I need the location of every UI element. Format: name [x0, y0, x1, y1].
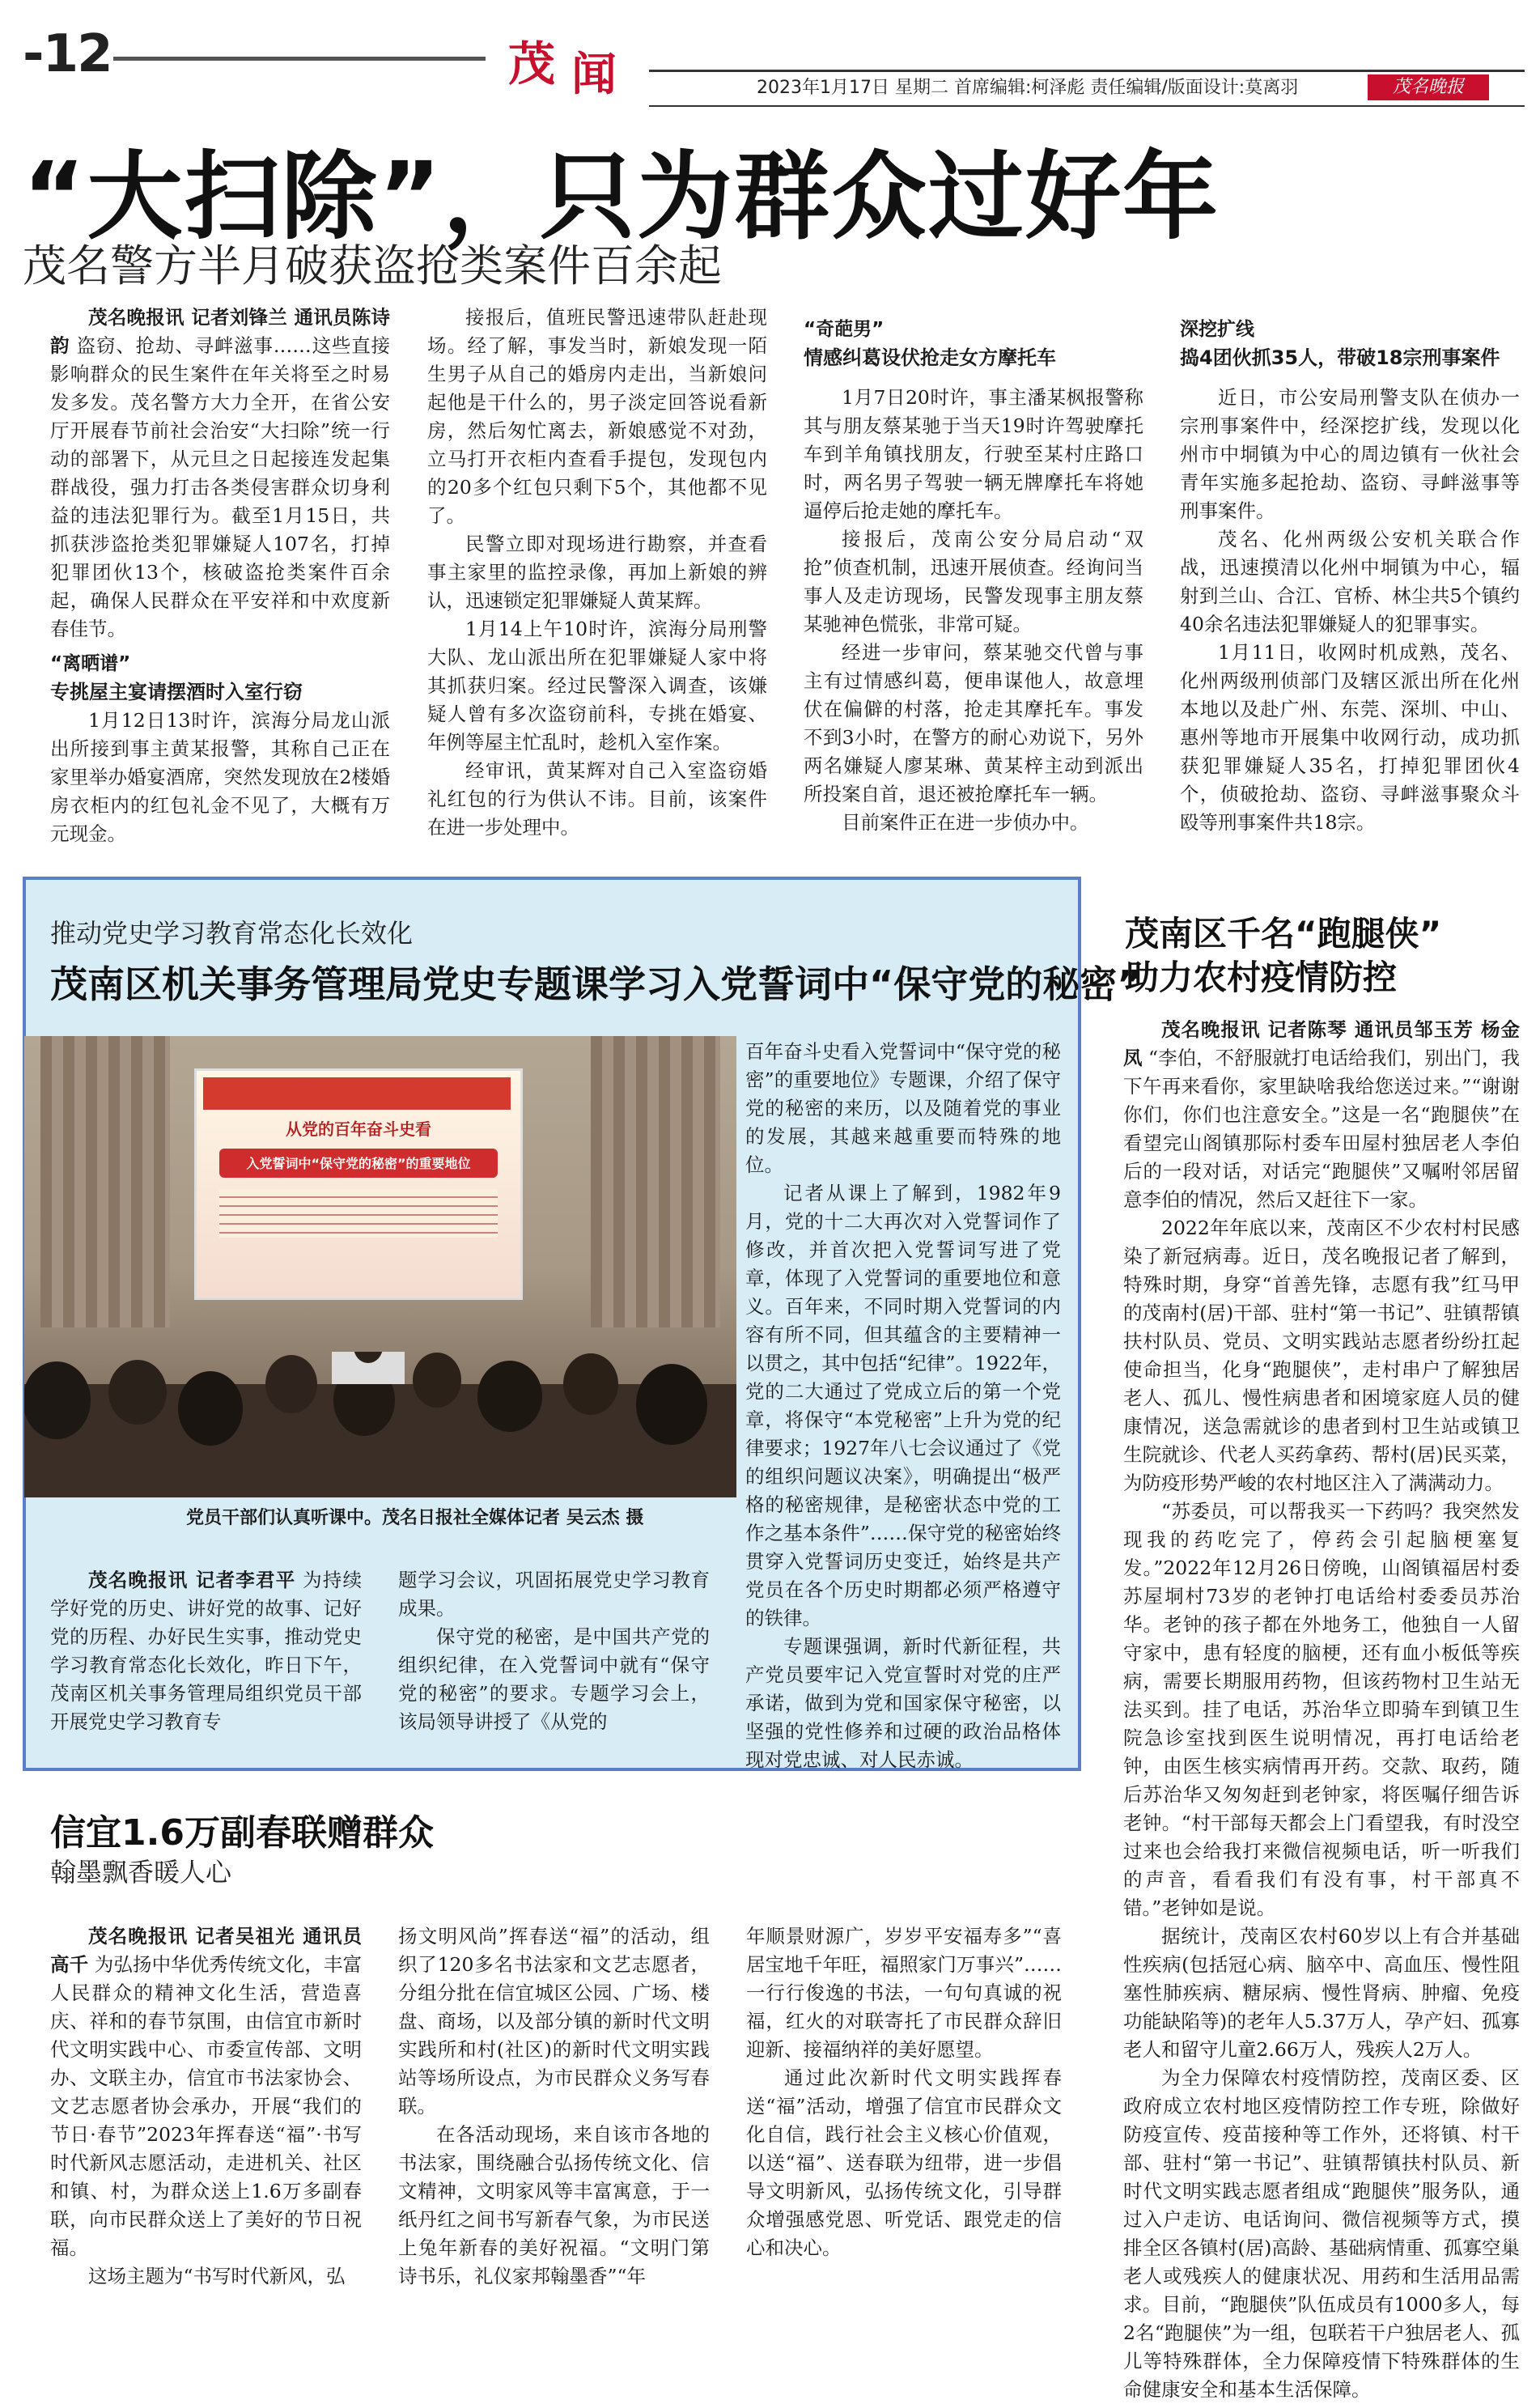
- feature-right-column: [745, 1038, 1061, 1774]
- side-story-column: [1123, 1016, 1520, 2404]
- brand-logo: 茂名晚报: [1368, 74, 1489, 100]
- paragraph: 扬文明风尚”挥春送“福”的活动，组织了120多名书法家和文艺志愿者，分组分批在信宜城区公园、广场、楼盘、商场，以及部分镇的新时代文明实践所和村(社区)的新时代文明实践站等场所设点，为市民群众义务写春联。: [398, 1925, 710, 2117]
- paragraph: 这场主题为“书写时代新风，弘: [88, 2265, 346, 2287]
- paragraph: 在各活动现场，来自该市各地的书法家，围绕融合弘扬传统文化、信文精神，文明家风等丰富寓意，于一纸丹红之间书写新春气象，为市民送上兔年新春的美好祝福。“文明门第诗书乐，礼仪家邦翰墨香”“年: [398, 2123, 710, 2287]
- byline: 茂名晚报讯 记者李君平: [88, 1569, 296, 1591]
- kicker-sub: 情感纠葛设伏抢走女方摩托车: [804, 346, 1056, 369]
- photo-caption: 党员干部们认真听课中。茂名日报社全媒体记者 吴云杰 摄: [186, 1508, 644, 1528]
- paragraph: 民警立即对现场进行勘察，并查看事主家里的监控录像，再加上新娘的辨认，迅速锁定犯罪嫌疑人黄某辉。: [427, 533, 767, 612]
- feature-photo: [24, 1036, 736, 1497]
- feature-title: 茂南区机关事务管理局党史专题课学习入党誓词中“保守党的秘密”: [50, 962, 1142, 1006]
- paragraph: 目前案件正在进一步侦办中。: [842, 811, 1089, 834]
- paragraph: 记者从课上了解到，1982年9月，党的十二大再次对入党誓词作了修改，并首次把入党誓词写进了党章，体现了入党誓词的重要地位和意义。百年来，不同时期入党誓词的内容有所不同，但其蕴含的主要精神一以贯之，其中包括“纪律”。1922年，党的二大通过了党成立后的第一个党章，将保守“本党秘密”上升为党的纪律要求；1927年八七会议通过了《党的组织问题议决案》，明确提出“极严格的秘密规律，是秘密状态中党的工作之基本条件”……保守党的秘密始终贯穿入党誓词历史变迁，始终是共产党员在各个历史时期都必须严格遵守的铁律。: [745, 1182, 1061, 1629]
- paragraph: 1月11日，收网时机成熟，茂名、化州两级刑侦部门及辖区派出所在化州本地以及赴广州、东莞、深圳、中山、惠州等地市开展集中收网行动，成功抓获犯罪嫌疑人35名，打掉犯罪团伙4个，侦破抢劫、盗窃、寻衅滋事聚众斗殴等刑事案件共18宗。: [1180, 641, 1520, 834]
- side-title-line1: 茂南区千名“跑腿侠”: [1125, 914, 1442, 954]
- feature-bottom-column-2: [398, 1566, 710, 1736]
- paragraph: 经审讯，黄某辉对自己入室盗窃婚礼红包的行为供认不讳。目前，该案件在进一步处理中。: [427, 759, 767, 839]
- paragraph: 为全力保障农村疫情防控，茂南区委、区政府成立农村地区疫情防控工作专班，除做好防疫宣传、疫苗接种等工作外，还将镇、村干部、驻村“第一书记”、驻镇帮镇扶村队员、新时代文明实践志愿者组成“跑腿侠”服务队，通过入户走访、电话询问、微信视频等方式，摸排全区各镇村(居)高龄、基础病情重、孤寡空巢老人或残疾人的健康状况、用药和生活用品需求。目前，“跑腿侠”队伍成员有1000多人，每2名“跑腿侠”为一组，包联若干户独居老人、孤儿等特殊群体，全力保障疫情下特殊群体的生命健康安全和基本生活保障。: [1123, 2066, 1520, 2401]
- paragraph: 1月14上午10时许，滨海分局刑警大队、龙山派出所在犯罪嫌疑人家中将其抓获归案。经过民警深入调查，该嫌疑人曾有多次盗窃前科，专挑在婚宴、年例等屋主忙乱时，趁机入室作案。: [427, 618, 767, 754]
- paragraph: 通过此次新时代文明实践挥春送“福”活动，增强了信宜市民群众文化自信，践行社会主义核心价值观，以送“福”、送春联为纽带，进一步倡导文明新风，弘扬传统文化，引导群众增强感党恩、听党话、跟党走的信心和决心。: [746, 2066, 1062, 2259]
- paragraph: 经进一步审问，蔡某驰交代曾与事主有过情感纠葛，便串谋他人，故意埋伏在偏僻的村落，抢走其摩托车。事发不到3小时，在警方的耐心劝说下，另外两名嫌疑人廖某琳、黄某梓主动到派出所投案自首，退还被抢摩托车一辆。: [804, 641, 1143, 805]
- kicker-sub: 捣4团伙抓35人，带破18宗刑事案件: [1180, 346, 1500, 369]
- slide-body-text: [219, 1189, 498, 1238]
- lead-column-1: [50, 304, 390, 848]
- paragraph: 据统计，茂南区农村60岁以上有合并基础性疾病(包括冠心病、脑卒中、高血压、慢性阻塞性肺疾病、糖尿病、慢性肾病、肿瘤、免疫功能缺陷等)的老年人5.37万人，孕产妇、孤寡老人和留守儿童2.66万人，残疾人2万人。: [1123, 1925, 1520, 2061]
- section-name-char1: 茂: [508, 36, 556, 91]
- paragraph: 2022年年底以来，茂南区不少农村村民感染了新冠病毒。近日，茂名晚报记者了解到，特殊时期，身穿“首善先锋，志愿有我”红马甲的茂南村(居)干部、驻村“第一书记”、驻镇帮镇扶村队员、党员、文明实践站志愿者纷纷扛起使命担当，化身“跑腿侠”，走村串户了解独居老人、孤儿、慢性病患者和困境家庭人员的健康情况，送急需就诊的患者到村卫生站或镇卫生院就诊、代老人买药拿药、帮村(居)民买菜，为防疫形势严峻的农村地区注入了满满动力。: [1123, 1217, 1520, 1494]
- slide-title-line1: 从党的百年奋斗史看: [286, 1119, 431, 1139]
- lead-subhead: 茂名警方半月破获盗抢类案件百余起: [23, 240, 722, 291]
- paragraph: 近日，市公安局刑警支队在侦办一宗刑事案件中，经深挖扩线，发现以化州市中垌镇为中心的周边镇有一伙社会青年实施多起抢劫、盗窃、寻衅滋事等刑事案件。: [1180, 386, 1520, 522]
- xinyi-column-1: [50, 1922, 362, 2291]
- section-name-char2: 闻: [571, 49, 617, 101]
- side-title-line2: 助力农村疫情防控: [1125, 958, 1398, 997]
- paragraph: “苏委员，可以帮我买一下药吗？我突然发现我的药吃完了，停药会引起脑梗塞复发。”2022年12月26日傍晚，山阁镇福居村委苏屋垌村73岁的老钟打电话给村委委员苏治华。老钟的孩子都在外地务工，他独自一人留守家中，患有轻度的脑梗，还有血小板低等疾病，需要长期服用药物，但该药物村卫生站无法买到。挂了电话，苏治华立即骑车到镇卫生院急诊室找到医生说明情况，再打电话给老钟，由医生核实病情再开药。交款、取药，随后苏治华又匆匆赶到老钟家，将医嘱仔细告诉老钟。“村干部每天都会上门看望我，有时没空过来也会给我打来微信视频电话，听一听我们的声音，看看我们有没有事，村干部真不错。”老钟如是说。: [1123, 1500, 1520, 1919]
- feature-bottom-column-1: [50, 1566, 362, 1736]
- kicker-sub: 专挑屋主宴请摆酒时入室行窃: [50, 681, 303, 703]
- side-story-title: [1125, 912, 1441, 1000]
- photo-curtain-left: [40, 1036, 170, 1327]
- feature-kicker: 推动党史学习教育常态化长效化: [50, 918, 414, 949]
- audience-heads: [24, 1352, 736, 1497]
- xinyi-title: 信宜1.6万副春联赠群众: [50, 1812, 434, 1854]
- lead-headline: “大扫除”，只为群众过好年: [23, 141, 1220, 253]
- paragraph: 茂名、化州两级公安机关联合作战，迅速摸清以化州中垌镇为中心，辐射到兰山、合江、官桥、林尘共5个镇约40余名违法犯罪嫌疑人的犯罪事实。: [1180, 528, 1520, 635]
- paragraph: 题学习会议，巩固拓展党史学习教育成果。: [398, 1569, 710, 1620]
- xinyi-subtitle: 翰墨飘香暖人心: [50, 1857, 232, 1888]
- paragraph: 专题课强调，新时代新征程，共产党员要牢记入党宣誓时对党的庄严承诺，做到为党和国家保守秘密，以坚强的党性修养和过硬的政治品格体现对党忠诚、对人民赤诚。: [745, 1635, 1061, 1771]
- paragraph: “李伯，不舒服就打电话给我们，别出门，我下午再来看你，家里缺啥我给您送过来。”“谢谢你们，你们也注意安全。”这是一名“跑腿侠”在看望完山阁镇那际村委车田屋村独居老人李伯后的一段对话，对话完“跑腿侠”又嘱咐邻居留意李伯的情况，然后又赶往下一家。: [1123, 1047, 1520, 1211]
- paragraph: 百年奋斗史看入党誓词中“保守党的秘密”的重要地位》专题课，介绍了保守党的秘密的来历，以及随着党的事业的发展，其越来越重要而特殊的地位。: [745, 1040, 1061, 1176]
- header-rule-top: [649, 70, 1525, 72]
- kicker: “奇葩男”: [804, 319, 885, 340]
- paragraph: 盗窃、抢劫、寻衅滋事……这些直接影响群众的民生案件在年关将至之时易发多发。茂名警方大力全开，在省公安厅开展春节前社会治安“大扫除”统一行动的部署下，从元旦之日起接连发起集群战役，强力打击各类侵害群众切身利益的违法犯罪行为。截至1月15日，共抓获涉盗抢类犯罪嫌疑人107名，打掉犯罪团伙13个，核破盗抢类案件百余起，确保人民群众在平安祥和中欢度新春佳节。: [50, 334, 391, 640]
- page-number: -12: [23, 24, 112, 84]
- byline: 茂名晚报讯 记者吴祖光 通讯员高千: [50, 1925, 362, 1976]
- paragraph: 1月7日20时许，事主潘某枫报警称其与朋友蔡某驰于当天19时许驾驶摩托车到羊角镇找朋友，行驶至某村庄路口时，两名男子驾驶一辆无牌摩托车将她逼停后抢走她的摩托车。: [804, 386, 1143, 522]
- lead-column-2: [427, 304, 767, 842]
- paragraph: 接报后，值班民警迅速带队赶赴现场。经了解，事发当时，新娘发现一陌生男子从自己的婚房内走出，当新娘问起他是干什么的，男子淡定回答说看新房，然后匆忙离去，新娘感觉不对劲，立马打开衣柜内查看手提包，发现包内的20多个红包只剩下5个，其他都不见了。: [427, 306, 767, 527]
- byline: 茂名晚报讯 记者陈琴 通讯员邹玉芳 杨金凤: [1123, 1018, 1520, 1069]
- kicker: “离晒谱”: [50, 653, 131, 674]
- header-rule: [113, 57, 486, 61]
- paragraph: 年顺景财源广，岁岁平安福寿多”“喜居宝地千年旺，福照家门万事兴”……一行行俊逸的书法，一句句真诚的祝福，红火的对联寄托了市民群众辞旧迎新、接福纳祥的美好愿望。: [746, 1925, 1062, 2061]
- slide-banner: [203, 1077, 511, 1110]
- byline: 茂名晚报讯 记者刘锋兰 通讯员陈诗韵: [50, 306, 390, 357]
- paragraph: 为持续学好党的历史、讲好党的故事、记好党的历程、办好民生实事，推动党史学习教育常态化长效化，昨日下午，茂南区机关事务管理局组织党员干部开展党史学习教育专: [50, 1569, 362, 1733]
- paragraph: 1月12日13时许，滨海分局龙山派出所接到事主黄某报警，其称自己正在家里举办婚宴酒席，突然发现放在2楼婚房衣柜内的红包礼金不见了，大概有万元现金。: [50, 709, 390, 845]
- header-rule-bottom: [649, 105, 1525, 107]
- kicker: 深挖扩线: [1180, 319, 1254, 340]
- paragraph: 保守党的秘密，是中国共产党的组织纪律，在入党誓词中就有“保守党的秘密”的要求。专题学习会上，该局领导讲授了《从党的: [398, 1625, 710, 1733]
- projection-screen: [194, 1068, 523, 1300]
- paragraph: 为弘扬中华优秀传统文化，丰富人民群众的精神文化生活，营造喜庆、祥和的春节氛围，由信宜市新时代文明实践中心、市委宣传部、文明办、文联主办，信宜市书法家协会、文艺志愿者协会承办，开展“我们的节日·春节”2023年挥春送“福”·书写时代新风志愿活动，走进机关、社区和镇、村，为群众送上1.6万多副春联，向市民群众送上了美好的节日祝福。: [50, 1953, 363, 2259]
- lead-column-3: [804, 316, 1143, 837]
- photo-curtain-right: [591, 1036, 720, 1327]
- lead-column-4: [1180, 316, 1520, 837]
- slide-title-line2: 入党誓词中“保守党的秘密”的重要地位: [246, 1156, 471, 1171]
- issue-meta: 2023年1月17日 星期二 首席编辑:柯泽彪 责任编辑/版面设计:莫离羽: [757, 78, 1299, 98]
- paragraph: 接报后，茂南公安分局启动“双抢”侦查机制，迅速开展侦查。经询问当事人及走访现场，民警发现事主朋友蔡某驰神色慌张，非常可疑。: [804, 528, 1143, 635]
- xinyi-column-2: [398, 1922, 710, 2291]
- xinyi-column-3: [746, 1922, 1062, 2262]
